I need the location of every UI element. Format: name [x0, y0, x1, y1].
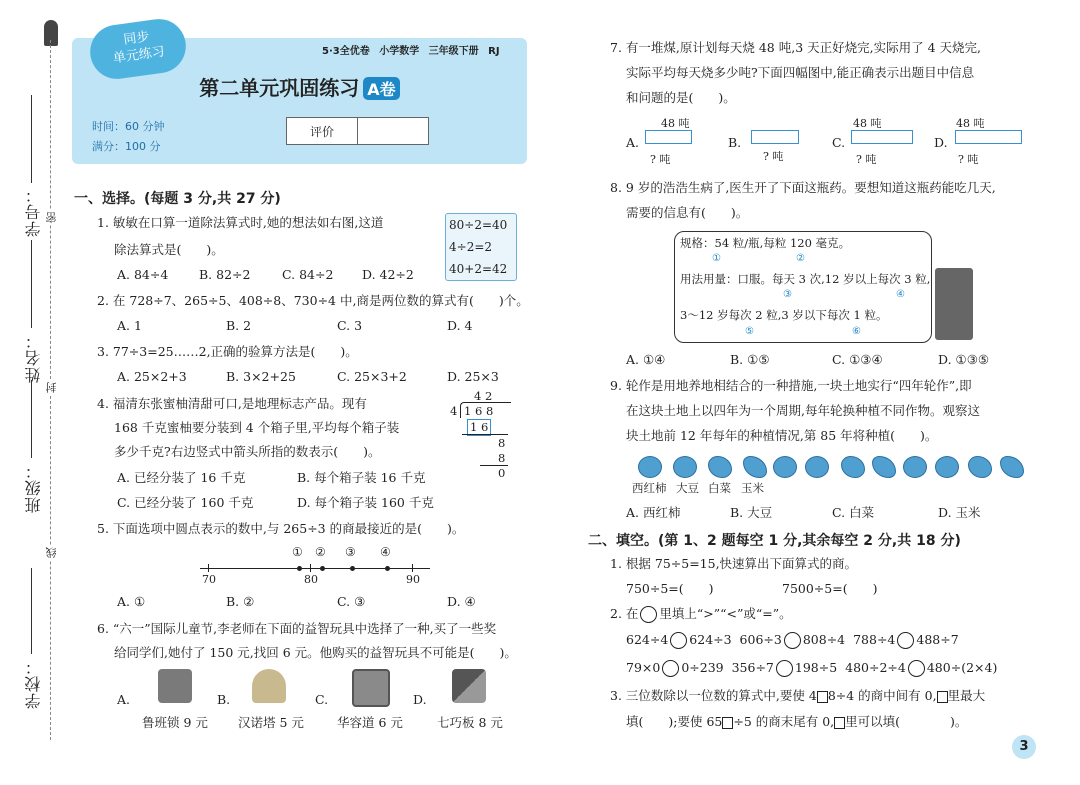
- axis-label: 70: [202, 573, 216, 586]
- evaluation-cell[interactable]: [358, 118, 429, 145]
- compare-row: [626, 632, 959, 649]
- expr: 79×0: [626, 660, 661, 675]
- q3-option[interactable]: D. 25×3: [447, 369, 499, 384]
- compare-blank[interactable]: [897, 632, 914, 649]
- page-number: 3: [1012, 735, 1036, 759]
- digit-box[interactable]: [937, 691, 948, 703]
- number-point: [385, 566, 390, 571]
- q1-option[interactable]: B. 82÷2: [199, 267, 251, 282]
- badge-line: 单元练习: [112, 44, 166, 67]
- calc-line: 80÷2=40: [449, 218, 508, 232]
- q1-text: 除法算式是( )。: [114, 242, 224, 257]
- expr: 480÷(2×4): [926, 660, 998, 675]
- q3-option[interactable]: A. 25×2+3: [117, 369, 187, 384]
- crop-label: 西红柿: [632, 481, 667, 495]
- q9-text: 在这块土地上以四年为一个周期,每年轮换种植不同作物。观察这: [626, 403, 980, 418]
- calc-line: 40+2=42: [449, 262, 508, 276]
- corn-icon: [1000, 456, 1024, 478]
- q4-option[interactable]: D. 每个箱子装 160 千克: [297, 495, 434, 510]
- time-info: 时间：60 分钟: [92, 120, 165, 133]
- huarongdao-icon: [352, 669, 390, 707]
- q1-option[interactable]: D. 42÷2: [362, 267, 414, 282]
- q9-option[interactable]: D. 玉米: [938, 505, 981, 520]
- number-line-axis: [200, 568, 430, 569]
- q5-option[interactable]: C. ③: [337, 594, 366, 609]
- tomato-icon: [903, 456, 927, 478]
- number-point: [320, 566, 325, 571]
- student-id-label: 学号：: [24, 186, 43, 237]
- corn-icon: [872, 456, 896, 478]
- school-label: 学校：: [24, 658, 43, 709]
- corn-icon: [743, 456, 767, 478]
- compare-circle: [640, 606, 657, 623]
- expr: 624÷4: [626, 632, 669, 647]
- division-arrow-target: 1 6: [467, 419, 491, 436]
- q9-option[interactable]: C. 白菜: [832, 505, 875, 520]
- name-label: 姓名：: [24, 332, 43, 383]
- q6-option[interactable]: D.: [413, 692, 427, 707]
- bar-label: 48 吨: [956, 117, 985, 130]
- soybean-icon: [673, 456, 697, 478]
- q4-option[interactable]: B. 每个箱子装 16 千克: [297, 470, 426, 485]
- series-info: 5·3全优卷 小学数学 三年级下册 RJ: [322, 46, 500, 57]
- expr: 480÷2÷4: [845, 660, 906, 675]
- q5-text: 5. 下面选项中圆点表示的数中,与 265÷3 的商最接近的是( )。: [97, 521, 465, 536]
- axis-label: 90: [406, 573, 420, 586]
- crop-label: 玉米: [741, 481, 764, 495]
- q3-text: 3. 77÷3=25……2,正确的验算方法是( )。: [97, 344, 358, 359]
- expr: 624÷3: [689, 632, 732, 647]
- hanoi-tower-icon: [252, 669, 286, 703]
- q8-option[interactable]: D. ①③⑤: [938, 352, 990, 367]
- calc-line: 4÷2=2: [449, 240, 493, 254]
- section-1-title: 一、选择。(每题 3 分,共 27 分): [74, 191, 281, 207]
- q1-option[interactable]: A. 84÷4: [117, 267, 169, 282]
- mental-math-box: [445, 213, 517, 281]
- s2-q1-blank[interactable]: 750÷5=( ): [626, 581, 714, 596]
- info-mark: ①: [712, 253, 721, 264]
- q2-option[interactable]: C. 3: [337, 318, 363, 333]
- rocket-icon: [44, 20, 58, 46]
- volume-badge: A卷: [363, 77, 399, 100]
- soybean-icon: [935, 456, 959, 478]
- q1-option[interactable]: C. 84÷2: [282, 267, 334, 282]
- evaluation-label: 评价: [287, 118, 358, 145]
- toy-price: 鲁班锁 9 元: [142, 715, 208, 730]
- expr: 0÷239: [681, 660, 724, 675]
- q9-option[interactable]: B. 大豆: [730, 505, 773, 520]
- digit-box[interactable]: [834, 717, 845, 729]
- toy-price: 汉诺塔 5 元: [238, 715, 304, 730]
- q5-option[interactable]: B. ②: [226, 594, 255, 609]
- binding-margin: [0, 0, 72, 785]
- bar-label: ? 吨: [856, 153, 877, 166]
- bar-label: ? 吨: [958, 153, 979, 166]
- segment-bar: [751, 130, 799, 144]
- q6-text: 给同学们,她付了 150 元,找回 6 元。他购买的益智玩具不可能是( )。: [114, 645, 517, 660]
- info-mark: ②: [796, 253, 805, 264]
- tomato-icon: [773, 456, 797, 478]
- axis-tick: [310, 564, 311, 572]
- q8-text: 8. 9 岁的浩浩生病了,医生开了下面这瓶药。要想知道这瓶药能吃几天,: [610, 180, 996, 195]
- page-title: [72, 72, 527, 101]
- medicine-usage: 3～12 岁每次 2 粒,3 岁以下每次 1 粒。: [680, 308, 888, 322]
- q2-text: 2. 在 728÷7、265÷5、408÷8、730÷4 中,商是两位数的算式有( )个。: [97, 293, 529, 308]
- axis-label: 80: [304, 573, 318, 586]
- q7-option[interactable]: B.: [728, 135, 742, 150]
- cut-word: 密: [45, 212, 58, 223]
- division-dividend: 1 6 8: [464, 404, 494, 418]
- s2-q3-text: [610, 688, 985, 703]
- cabbage-icon: [841, 456, 865, 478]
- q2-option[interactable]: A. 1: [117, 318, 142, 333]
- q4-option[interactable]: A. 已经分装了 16 千克: [117, 470, 246, 485]
- luban-lock-icon: [158, 669, 192, 703]
- s2-q3-part: 3. 三位数除以一位数的算式中,要使 4: [610, 688, 817, 703]
- cabbage-icon: [968, 456, 992, 478]
- expr: 198÷5: [794, 660, 838, 675]
- division-step: 8: [498, 451, 506, 465]
- compare-blank[interactable]: [662, 660, 679, 677]
- number-point: [350, 566, 355, 571]
- q5-option[interactable]: D. ④: [447, 594, 476, 609]
- q5-option[interactable]: A. ①: [117, 594, 146, 609]
- info-mark: ③: [783, 289, 792, 300]
- info-mark: ⑤: [745, 326, 754, 337]
- title-text: 第二单元巩固练习: [199, 76, 360, 100]
- s2-q2-text-b: 里填上“>”“<”或“=”。: [659, 606, 792, 621]
- segment-bar: [851, 130, 913, 144]
- cut-word: 封: [45, 382, 58, 393]
- point-label: ④: [380, 545, 391, 559]
- q2-option[interactable]: B. 2: [226, 318, 252, 333]
- s2-q3-part: 里最大: [947, 688, 986, 703]
- division-quotient: 4 2: [474, 389, 493, 403]
- division-divisor: 4: [450, 404, 458, 418]
- point-label: ③: [345, 545, 356, 559]
- point-label: ②: [315, 545, 326, 559]
- q6-option[interactable]: B.: [217, 692, 231, 707]
- school-line: [31, 568, 32, 654]
- division-remainder: 0: [498, 466, 506, 480]
- q3-option[interactable]: C. 25×3+2: [337, 369, 407, 384]
- digit-box[interactable]: [722, 717, 733, 729]
- q8-text: 需要的信息有( )。: [626, 205, 749, 220]
- section-2-title: 二、填空。(第 1、2 题每空 1 分,其余每空 2 分,共 18 分): [588, 533, 961, 549]
- tomato-icon: [638, 456, 662, 478]
- class-line: [31, 380, 32, 458]
- medicine-usage: 用法用量：口服。每天 3 次,12 岁以上每次 3 粒,: [680, 272, 931, 286]
- expr: 488÷7: [916, 632, 959, 647]
- q6-option[interactable]: A.: [117, 692, 131, 707]
- cabbage-icon: [708, 456, 732, 478]
- q7-option[interactable]: A.: [626, 135, 640, 150]
- segment-bar: [955, 130, 1022, 144]
- tangram-icon: [452, 669, 486, 703]
- compare-blank[interactable]: [908, 660, 925, 677]
- q8-option[interactable]: A. ①④: [626, 352, 666, 367]
- info-mark: ⑥: [852, 326, 861, 337]
- division-step: 8: [498, 436, 506, 450]
- axis-tick: [208, 564, 209, 572]
- s2-q3-part: 8÷4 的商中间有 0,: [827, 688, 937, 703]
- q7-text: 7. 有一堆煤,原计划每天烧 48 吨,3 天正好烧完,实际用了 4 天烧完,: [610, 40, 981, 55]
- q6-option[interactable]: C.: [315, 692, 329, 707]
- axis-tick: [412, 564, 413, 572]
- point-label: ①: [292, 545, 303, 559]
- toy-price: 七巧板 8 元: [437, 715, 503, 730]
- student-id-line: [31, 95, 32, 183]
- bar-label: ? 吨: [650, 153, 671, 166]
- q7-option[interactable]: D.: [934, 135, 948, 150]
- q7-option[interactable]: C.: [832, 135, 846, 150]
- digit-box[interactable]: [817, 691, 828, 703]
- q8-option[interactable]: C. ①③④: [832, 352, 883, 367]
- cut-word: 线: [45, 547, 58, 558]
- evaluation-table: [286, 117, 429, 145]
- s2-q3-part: 填( );要使 65: [626, 714, 723, 729]
- q4-option[interactable]: C. 已经分装了 160 千克: [117, 495, 254, 510]
- segment-bar: [645, 130, 692, 144]
- medicine-spec: 规格：54 粒/瓶,每粒 120 毫克。: [680, 236, 851, 250]
- q2-option[interactable]: D. 4: [447, 318, 473, 333]
- expr: 356÷7: [731, 660, 774, 675]
- q9-text: 9. 轮作是用地养地相结合的一种措施,一块土地实行“四年轮作”,即: [610, 378, 972, 393]
- q3-option[interactable]: B. 3×2+25: [226, 369, 296, 384]
- s2-q1-text: 1. 根据 75÷5=15,快速算出下面算式的商。: [610, 556, 858, 571]
- medicine-bottle-icon: [935, 268, 973, 340]
- s2-q2-text-a: 2. 在: [610, 606, 639, 621]
- s2-q3-text: [626, 714, 967, 729]
- s2-q2-text: [610, 606, 792, 623]
- s2-q3-part: ÷5 的商末尾有 0,: [733, 714, 835, 729]
- compare-blank[interactable]: [670, 632, 687, 649]
- q9-text: 块土地前 12 年每年的种植情况,第 85 年将种植( )。: [626, 428, 938, 443]
- bar-label: 48 吨: [661, 117, 690, 130]
- crop-label: 白菜: [708, 481, 731, 495]
- q6-text: 6. “六一”国际儿童节,李老师在下面的益智玩具中选择了一种,买了一些奖: [97, 621, 497, 636]
- q7-text: 实际平均每天烧多少吨?下面四幅图中,能正确表示出题目中信息: [626, 65, 975, 80]
- crop-label: 大豆: [676, 481, 699, 495]
- badge-line: 同步: [122, 29, 151, 48]
- toy-price: 华容道 6 元: [337, 715, 403, 730]
- s2-q1-blank[interactable]: 7500÷5=( ): [782, 581, 878, 596]
- expr: 788÷4: [853, 632, 896, 647]
- division-line: [462, 434, 508, 435]
- s2-q3-part: 里可以填( )。: [845, 714, 968, 729]
- soybean-icon: [805, 456, 829, 478]
- number-point: [297, 566, 302, 571]
- compare-row: [626, 660, 997, 677]
- q9-option[interactable]: A. 西红柿: [626, 505, 681, 520]
- q1-text: 1. 敏敏在口算一道除法算式时,她的想法如右图,这道: [97, 215, 384, 230]
- score-info: 满分：100 分: [92, 140, 161, 153]
- expr: 606÷3: [739, 632, 782, 647]
- name-line: [31, 240, 32, 328]
- q7-text: 和问题的是( )。: [626, 90, 736, 105]
- expr: 808÷4: [802, 632, 846, 647]
- class-label: 班级：: [24, 462, 43, 513]
- bar-label: 48 吨: [853, 117, 882, 130]
- q8-option[interactable]: B. ①⑤: [730, 352, 770, 367]
- compare-blank[interactable]: [784, 632, 801, 649]
- q4-text: 4. 福清东张蜜柚清甜可口,是地理标志产品。现有: [97, 396, 367, 411]
- info-mark: ④: [896, 289, 905, 300]
- q4-text: 多少千克?右边竖式中箭头所指的数表示( )。: [114, 444, 381, 459]
- compare-blank[interactable]: [776, 660, 793, 677]
- bar-label: ? 吨: [763, 150, 784, 163]
- q4-text: 168 千克蜜柚要分装到 4 个箱子里,平均每个箱子装: [114, 420, 400, 435]
